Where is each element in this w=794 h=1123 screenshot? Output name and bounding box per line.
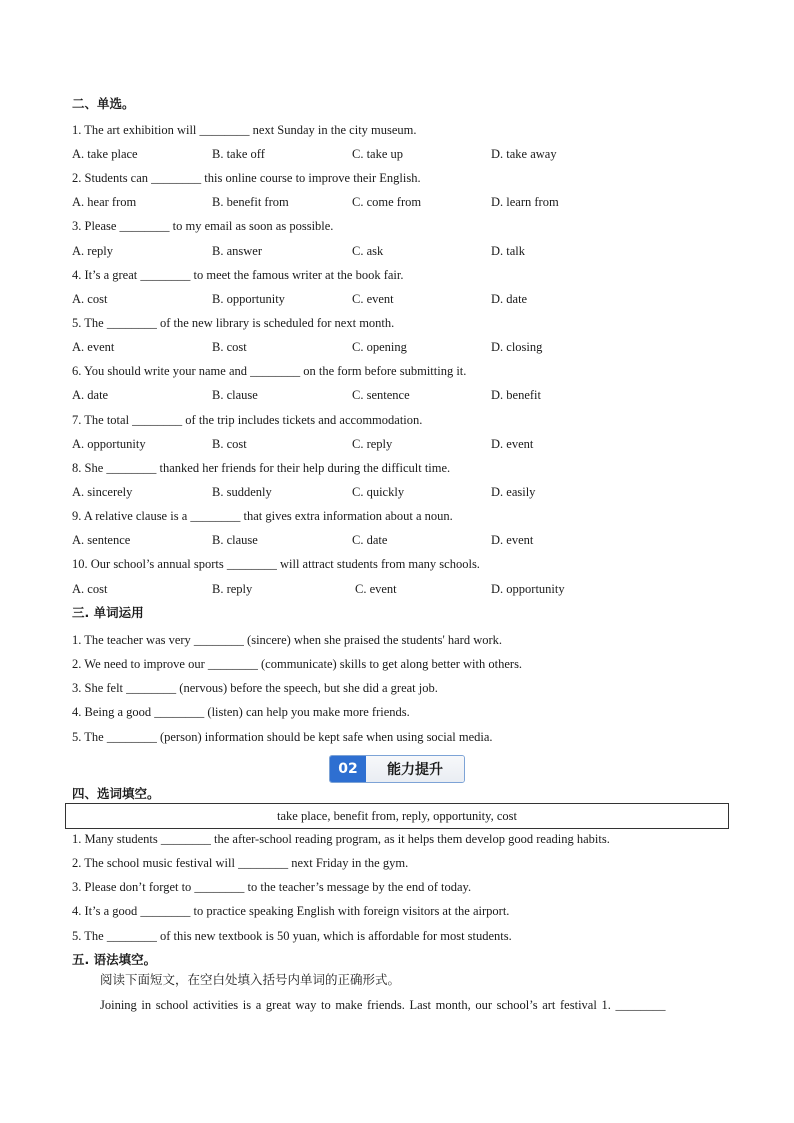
fill-item-2: 2. The school music festival will ________ next Friday in the gym. bbox=[72, 856, 409, 870]
question-3-option-b: B. answer bbox=[212, 244, 262, 258]
question-7-option-d: D. event bbox=[491, 437, 534, 451]
passage-first-line: Joining in school activities is a great way to make friends. Last month, our school’s art festival 1. ________ bbox=[100, 998, 666, 1012]
question-9-option-d: D. event bbox=[491, 533, 534, 547]
question-2-option-b: B. benefit from bbox=[212, 195, 289, 209]
question-9-option-b: B. clause bbox=[212, 533, 258, 547]
word-use-item-1: 1. The teacher was very ________ (sincere) when she praised the students' hard work. bbox=[72, 633, 503, 647]
question-7-option-a: A. opportunity bbox=[72, 437, 146, 451]
question-3-option-a: A. reply bbox=[72, 244, 113, 258]
grammar-instruction: 阅读下面短文，在空白处填入括号内单词的正确形式。 bbox=[100, 972, 401, 987]
question-1-option-c: C. take up bbox=[352, 147, 404, 161]
word-use-item-2: 2. We need to improve our ________ (communicate) skills to get along better with others. bbox=[72, 657, 523, 671]
question-6-option-b: B. clause bbox=[212, 388, 258, 402]
question-2-option-d: D. learn from bbox=[491, 195, 559, 209]
fill-item-5: 5. The ________ of this new textbook is 50 yuan, which is affordable for most students. bbox=[72, 929, 512, 943]
question-9-option-c: C. date bbox=[352, 533, 388, 547]
question-7-option-c: C. reply bbox=[352, 437, 393, 451]
question-1-option-b: B. take off bbox=[212, 147, 265, 161]
question-5-option-b: B. cost bbox=[212, 340, 247, 354]
fill-item-3: 3. Please don’t forget to ________ to the teacher’s message by the end of today. bbox=[72, 880, 472, 894]
question-6-option-a: A. date bbox=[72, 388, 109, 402]
section-2-heading: 二、单选。 bbox=[72, 96, 135, 111]
question-4-option-c: C. event bbox=[352, 292, 394, 306]
question-10-option-a: A. cost bbox=[72, 582, 108, 596]
fill-item-1: 1. Many students ________ the after-school reading program, as it helps them develop good reading habits. bbox=[72, 832, 610, 846]
question-1-option-a: A. take place bbox=[72, 147, 138, 161]
question-6-option-c: C. sentence bbox=[352, 388, 410, 402]
question-4-option-d: D. date bbox=[491, 292, 528, 306]
question-10-stem: 10. Our school’s annual sports ________ will attract students from many schools. bbox=[72, 557, 480, 571]
question-10-option-c: C. event bbox=[355, 582, 397, 596]
word-use-item-4: 4. Being a good ________ (listen) can help you make more friends. bbox=[72, 705, 410, 719]
question-8-option-c: C. quickly bbox=[352, 485, 405, 499]
question-8-option-d: D. easily bbox=[491, 485, 536, 499]
word-use-item-3: 3. She felt ________ (nervous) before the speech, but she did a great job. bbox=[72, 681, 438, 695]
question-1-stem: 1. The art exhibition will ________ next Sunday in the city museum. bbox=[72, 123, 417, 137]
question-6-stem: 6. You should write your name and ________ on the form before submitting it. bbox=[72, 364, 467, 378]
question-5-option-c: C. opening bbox=[352, 340, 407, 354]
question-8-option-a: A. sincerely bbox=[72, 485, 133, 499]
question-2-stem: 2. Students can ________ this online course to improve their English. bbox=[72, 171, 421, 185]
word-box-text: take place, benefit from, reply, opportunity, cost bbox=[277, 808, 517, 823]
section-3-heading: 三. 单词运用 bbox=[72, 605, 144, 620]
question-8-stem: 8. She ________ thanked her friends for their help during the difficult time. bbox=[72, 461, 451, 475]
question-3-option-d: D. talk bbox=[491, 244, 526, 258]
ability-improvement-badge bbox=[329, 755, 465, 783]
question-10-option-b: B. reply bbox=[212, 582, 253, 596]
question-9-option-a: A. sentence bbox=[72, 533, 131, 547]
badge-label: 能力提升 bbox=[366, 756, 464, 782]
question-4-option-a: A. cost bbox=[72, 292, 108, 306]
question-2-option-a: A. hear from bbox=[72, 195, 137, 209]
question-5-option-a: A. event bbox=[72, 340, 115, 354]
question-7-option-b: B. cost bbox=[212, 437, 247, 451]
question-10-option-d: D. opportunity bbox=[491, 582, 565, 596]
fill-item-4: 4. It’s a good ________ to practice speaking English with foreign visitors at the airport. bbox=[72, 904, 510, 918]
section-5-heading: 五. 语法填空。 bbox=[72, 952, 157, 967]
section-4-heading: 四、选词填空。 bbox=[72, 786, 160, 801]
question-9-stem: 9. A relative clause is a ________ that gives extra information about a noun. bbox=[72, 509, 453, 523]
question-5-option-d: D. closing bbox=[491, 340, 543, 354]
word-box bbox=[65, 803, 729, 829]
badge-number: 02 bbox=[330, 756, 366, 782]
question-1-option-d: D. take away bbox=[491, 147, 557, 161]
question-6-option-d: D. benefit bbox=[491, 388, 541, 402]
question-7-stem: 7. The total ________ of the trip includes tickets and accommodation. bbox=[72, 413, 423, 427]
question-4-option-b: B. opportunity bbox=[212, 292, 285, 306]
question-4-stem: 4. It’s a great ________ to meet the famous writer at the book fair. bbox=[72, 268, 404, 282]
question-5-stem: 5. The ________ of the new library is scheduled for next month. bbox=[72, 316, 395, 330]
question-3-option-c: C. ask bbox=[352, 244, 384, 258]
word-use-item-5: 5. The ________ (person) information should be kept safe when using social media. bbox=[72, 730, 493, 744]
question-3-stem: 3. Please ________ to my email as soon as possible. bbox=[72, 219, 334, 233]
question-2-option-c: C. come from bbox=[352, 195, 422, 209]
question-8-option-b: B. suddenly bbox=[212, 485, 272, 499]
